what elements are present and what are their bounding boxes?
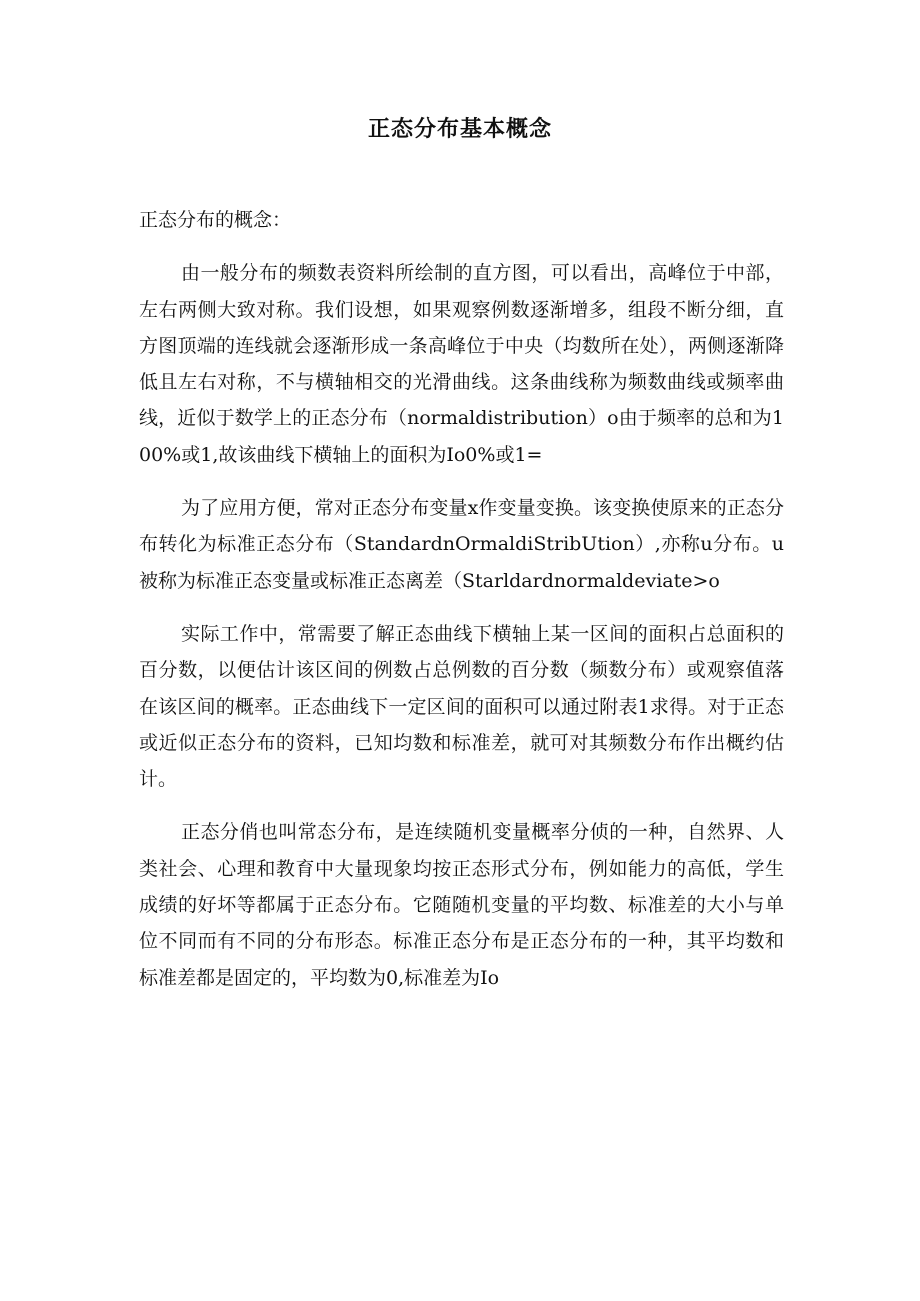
paragraph-1: 由一般分布的频数表资料所绘制的直方图，可以看出，高峰位于中部，左右两侧大致对称。我们设想，如果观察例数逐渐增多，组段不断分细，直方图顶端的连线就会逐渐形成一条高峰位于中央（均数所在处），两侧逐渐降低且左右对称，不与横轴相交的光滑曲线。这条曲线称为频数曲线或频率曲线，近似于数学上的正态分布（normaldistribution）o由于频率的总和为100%或1,故该曲线下横轴上的面积为Io0%或1= — [139, 262, 784, 466]
document-title: 正态分布基本概念 — [367, 116, 552, 142]
paragraph-4: 正态分俏也叫常态分布，是连续随机变量概率分侦的一种，自然界、人类社会、心理和教育中大量现象均按正态形式分布，例如能力的高低，学生成绩的好坏等都属于正态分布。它随随机变量的平均数、标准差的大小与单位不同而有不同的分布形态。标准正态分布是正态分布的一种，其平均数和标准差都是固定的，平均数为0,标准差为Io — [139, 821, 784, 989]
section-heading: 正态分布的概念： — [139, 209, 292, 231]
document-body — [139, 202, 784, 1013]
paragraph-3: 实际工作中，常需要了解正态曲线下横轴上某一区间的面积占总面积的百分数，以便估计该区间的例数占总例数的百分数（频数分布）或观察值落在该区间的概率。正态曲线下一定区间的面积可以通过附表1求得。对于正态或近似正态分布的资料，已知均数和标准差，就可对其频数分布作出概约估计。 — [139, 622, 784, 791]
paragraph-2: 为了应用方便，常对正态分布变量x作变量变换。该变换使原来的正态分布转化为标准正态分布（StandardnOrmaldiStribUtion）,亦称u分布。u被称为标准正态变量或标准正态离差（Starldardnormaldeviate>o — [139, 497, 784, 592]
